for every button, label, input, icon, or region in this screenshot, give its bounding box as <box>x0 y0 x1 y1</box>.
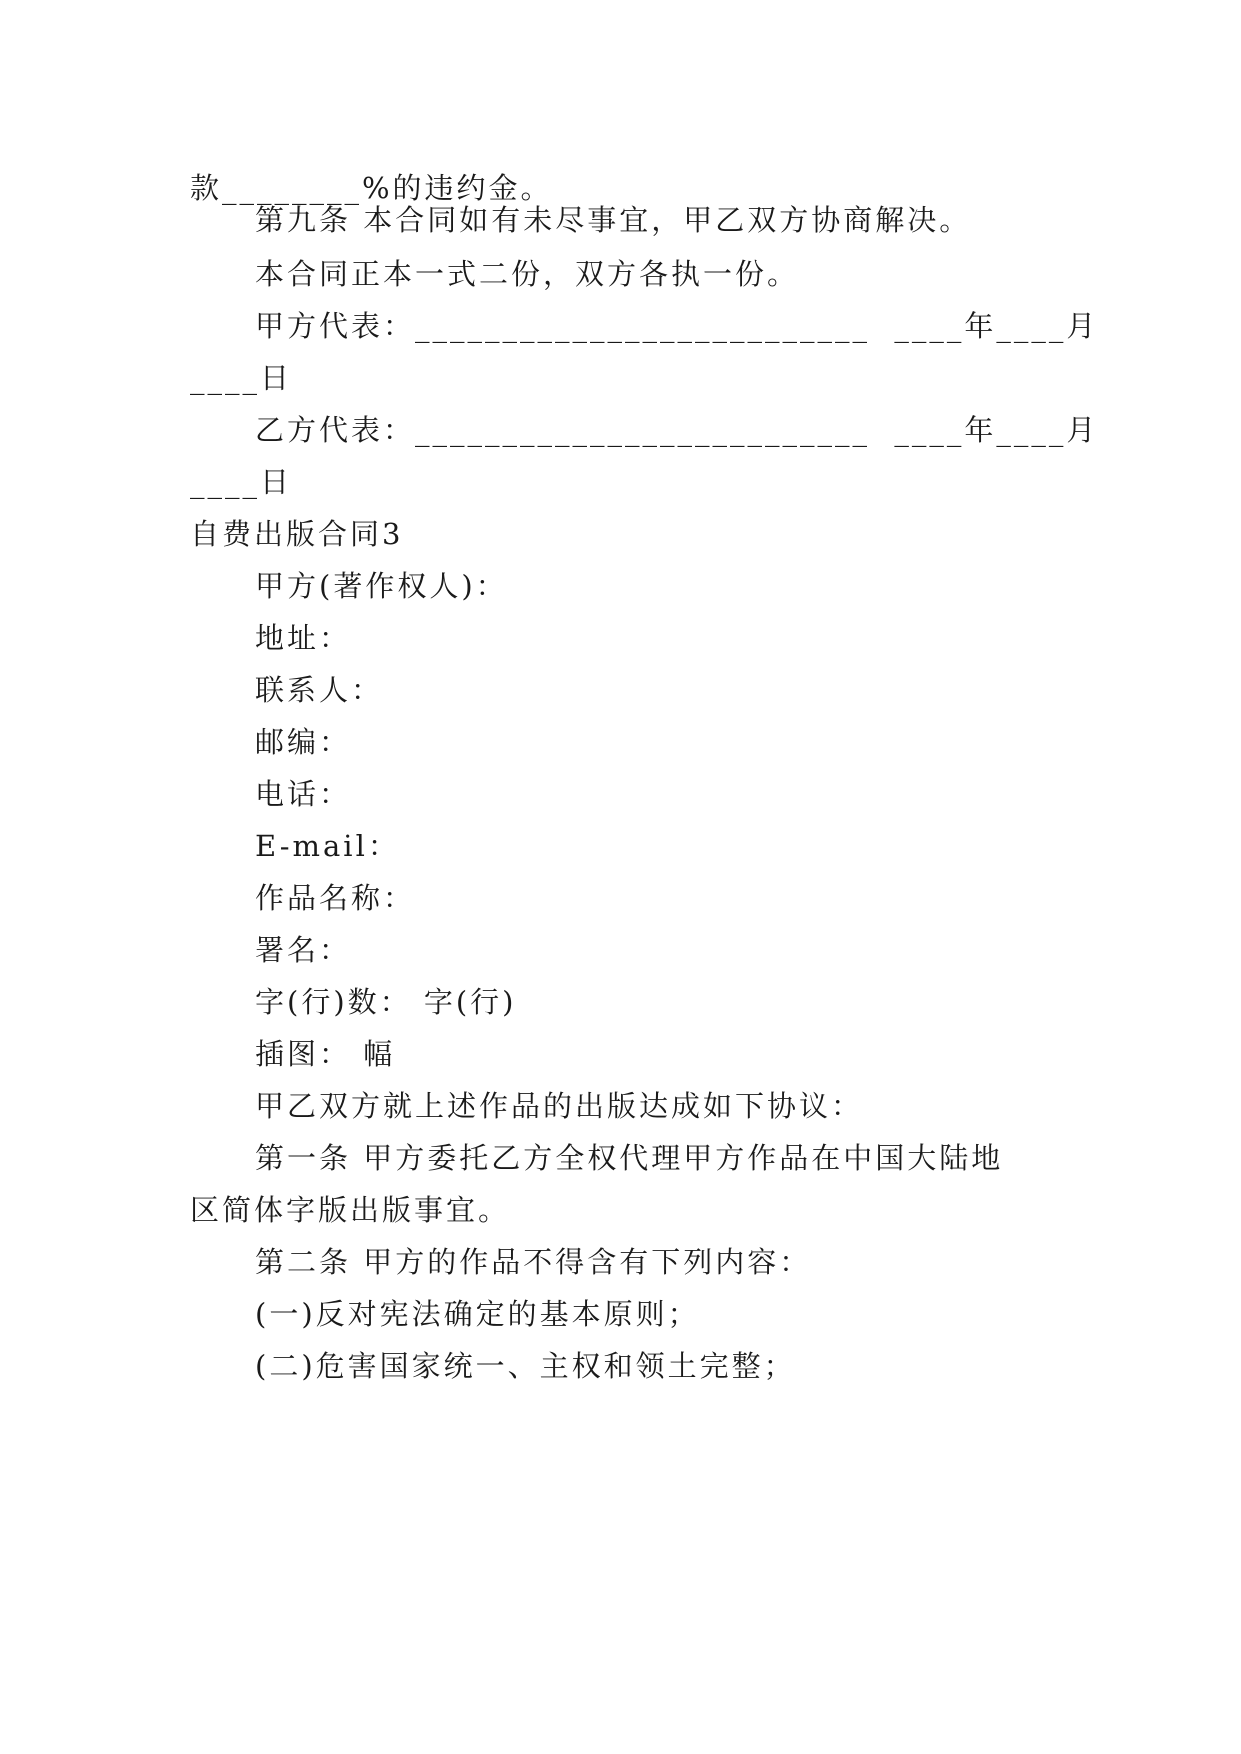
signature-line: 甲方代表：__________________________ ____年____月 <box>255 309 1099 343</box>
text-line: 款________%的违约金。 <box>190 171 553 205</box>
text-line: 署名： <box>255 933 352 967</box>
text-line: 联系人： <box>255 673 384 707</box>
date-line: ____日 <box>190 361 293 395</box>
text-line: 地址： <box>255 621 352 655</box>
text-line: 第二条 甲方的作品不得含有下列内容： <box>255 1245 812 1279</box>
text-line: 甲方(著作权人)： <box>255 569 508 603</box>
text-line: 本合同正本一式二份，双方各执一份。 <box>255 257 800 291</box>
text-line: 字(行)数： 字(行) <box>255 985 517 1019</box>
text-line: E-mail： <box>255 829 400 863</box>
text-line: (一)反对宪法确定的基本原则； <box>255 1297 700 1331</box>
text-line: 甲乙双方就上述作品的出版达成如下协议： <box>255 1089 864 1123</box>
signature-line: 乙方代表：__________________________ ____年____月 <box>255 413 1099 447</box>
section-title: 自费出版合同3 <box>190 517 404 551</box>
text-line: 第九条 本合同如有未尽事宜，甲乙双方协商解决。 <box>255 203 972 237</box>
text-line: 邮编： <box>255 725 352 759</box>
text-line: 区简体字版出版事宜。 <box>190 1193 511 1227</box>
text-line: 插图： 幅 <box>255 1037 396 1071</box>
text-line: 第一条 甲方委托乙方全权代理甲方作品在中国大陆地 <box>255 1141 1004 1175</box>
date-line: ____日 <box>190 465 293 499</box>
text-line: 电话： <box>255 777 352 811</box>
text-line: (二)危害国家统一、主权和领土完整； <box>255 1349 796 1383</box>
text-line: 作品名称： <box>255 881 416 915</box>
